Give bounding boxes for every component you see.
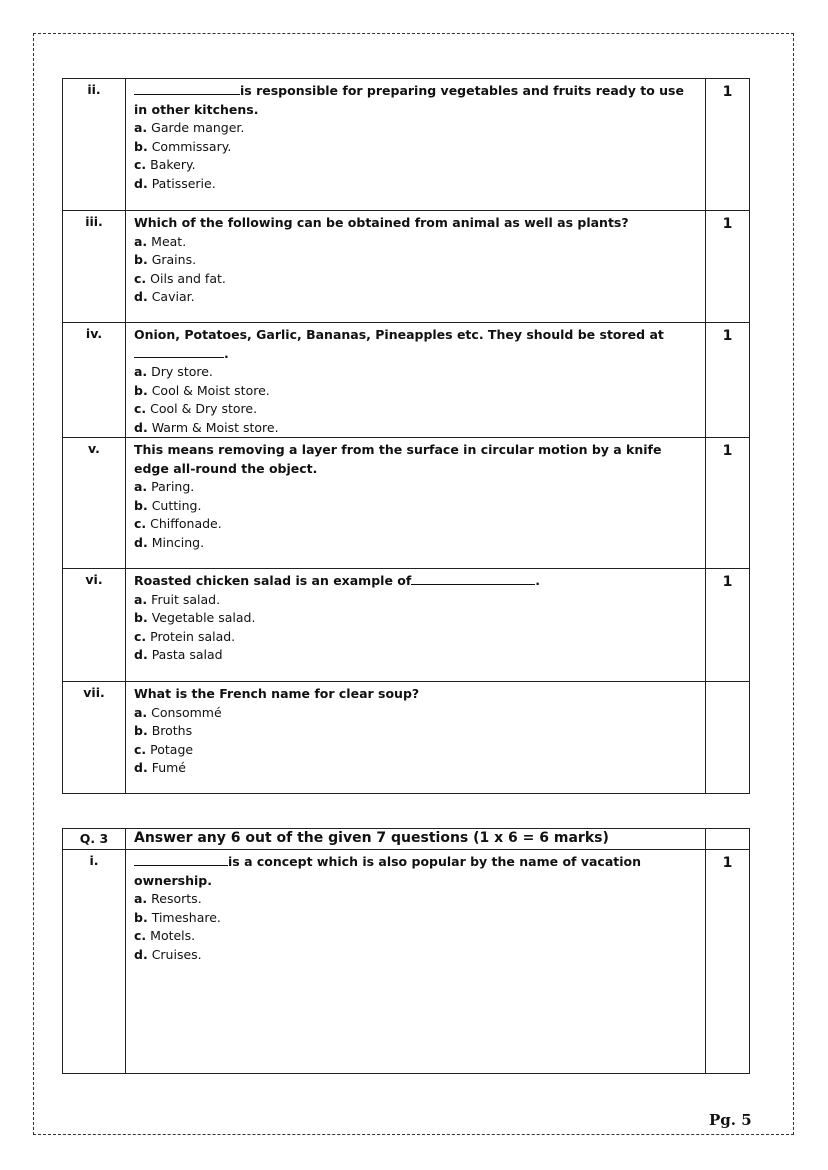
option-b: b. Broths xyxy=(134,723,193,738)
option-d: d. Mincing. xyxy=(134,534,205,550)
option-a: a. Consommé xyxy=(134,704,222,720)
question-number: vii. xyxy=(63,682,126,794)
table-header-row xyxy=(63,829,750,850)
question-cell xyxy=(126,323,706,438)
option-c: c. Chiffonade. xyxy=(134,516,222,531)
option-b: b. Timeshare. xyxy=(134,909,221,925)
option-b: b. Commissary. xyxy=(134,138,232,154)
question-stem: Which of the following can be obtained from animal as well as plants? xyxy=(134,215,629,230)
option-c: c. Protein salad. xyxy=(134,628,236,644)
answer-blank xyxy=(134,83,240,95)
question-cell xyxy=(126,682,706,794)
option-a: a. Meat. xyxy=(134,233,187,249)
option-d: d. Patisserie. xyxy=(134,175,216,191)
questions-table-part1 xyxy=(62,78,750,794)
table-row xyxy=(63,323,750,438)
page-number: Pg. 5 xyxy=(709,1111,752,1129)
marks: 1 xyxy=(706,438,750,569)
option-c: c. Potage xyxy=(134,741,194,757)
option-a: a. Fruit salad. xyxy=(134,591,221,607)
question-stem: What is the French name for clear soup? xyxy=(134,686,420,701)
question-stem: is responsible for preparing vegetables and fruits ready to use in other kitchens. xyxy=(134,83,684,117)
option-d: d. Cruises. xyxy=(134,946,202,962)
option-d: d. Pasta salad xyxy=(134,647,223,662)
question-number: v. xyxy=(63,438,126,569)
option-b: b. Cool & Moist store. xyxy=(134,382,270,398)
table-row xyxy=(63,569,750,682)
option-b: b. Grains. xyxy=(134,252,197,267)
marks-header xyxy=(706,829,750,850)
table-row xyxy=(63,850,750,1074)
section-instruction: Answer any 6 out of the given 7 questions (1 x 6 = 6 marks) xyxy=(126,829,706,850)
option-d: d. Fumé xyxy=(134,760,186,775)
marks: 1 xyxy=(706,569,750,682)
option-a: a. Dry store. xyxy=(134,364,213,379)
option-b: b. Cutting. xyxy=(134,497,202,513)
table-row xyxy=(63,682,750,794)
option-a: a. Garde manger. xyxy=(134,120,245,135)
answer-blank xyxy=(134,346,224,358)
table-row xyxy=(63,211,750,323)
marks: 1 xyxy=(706,850,750,1074)
marks: 1 xyxy=(706,211,750,323)
marks xyxy=(706,682,750,794)
question-cell xyxy=(126,569,706,682)
questions-table-q3 xyxy=(62,828,750,1074)
answer-blank xyxy=(411,573,535,585)
question-number: iii. xyxy=(63,211,126,323)
option-d: d. Warm & Moist store. xyxy=(134,419,279,435)
option-c: c. Oils and fat. xyxy=(134,270,226,286)
question-cell xyxy=(126,850,706,1074)
option-d: d. Caviar. xyxy=(134,289,195,304)
marks: 1 xyxy=(706,79,750,211)
question-cell xyxy=(126,438,706,569)
question-number: iv. xyxy=(63,323,126,438)
question-cell xyxy=(126,211,706,323)
table-row xyxy=(63,79,750,211)
option-c: c. Motels. xyxy=(134,928,196,943)
option-a: a. Resorts. xyxy=(134,891,202,906)
question-number: ii. xyxy=(63,79,126,211)
question-cell xyxy=(126,79,706,211)
table-row xyxy=(63,438,750,569)
answer-blank xyxy=(134,854,228,866)
question-stem: This means removing a layer from the surface in circular motion by a knife edge all-round the object. xyxy=(134,442,662,476)
option-c: c. Bakery. xyxy=(134,157,196,172)
option-a: a. Paring. xyxy=(134,479,195,494)
question-number: i. xyxy=(63,850,126,1074)
question-number: vi. xyxy=(63,569,126,682)
question-stem: is a concept which is also popular by the name of vacation ownership. xyxy=(134,854,642,888)
option-c: c. Cool & Dry store. xyxy=(134,401,258,416)
section-label: Q. 3 xyxy=(63,829,126,850)
option-b: b. Vegetable salad. xyxy=(134,610,256,625)
marks: 1 xyxy=(706,323,750,438)
question-stem: Roasted chicken salad is an example of . xyxy=(134,573,541,588)
question-stem: Onion, Potatoes, Garlic, Bananas, Pineapples etc. They should be stored at. xyxy=(134,327,664,361)
